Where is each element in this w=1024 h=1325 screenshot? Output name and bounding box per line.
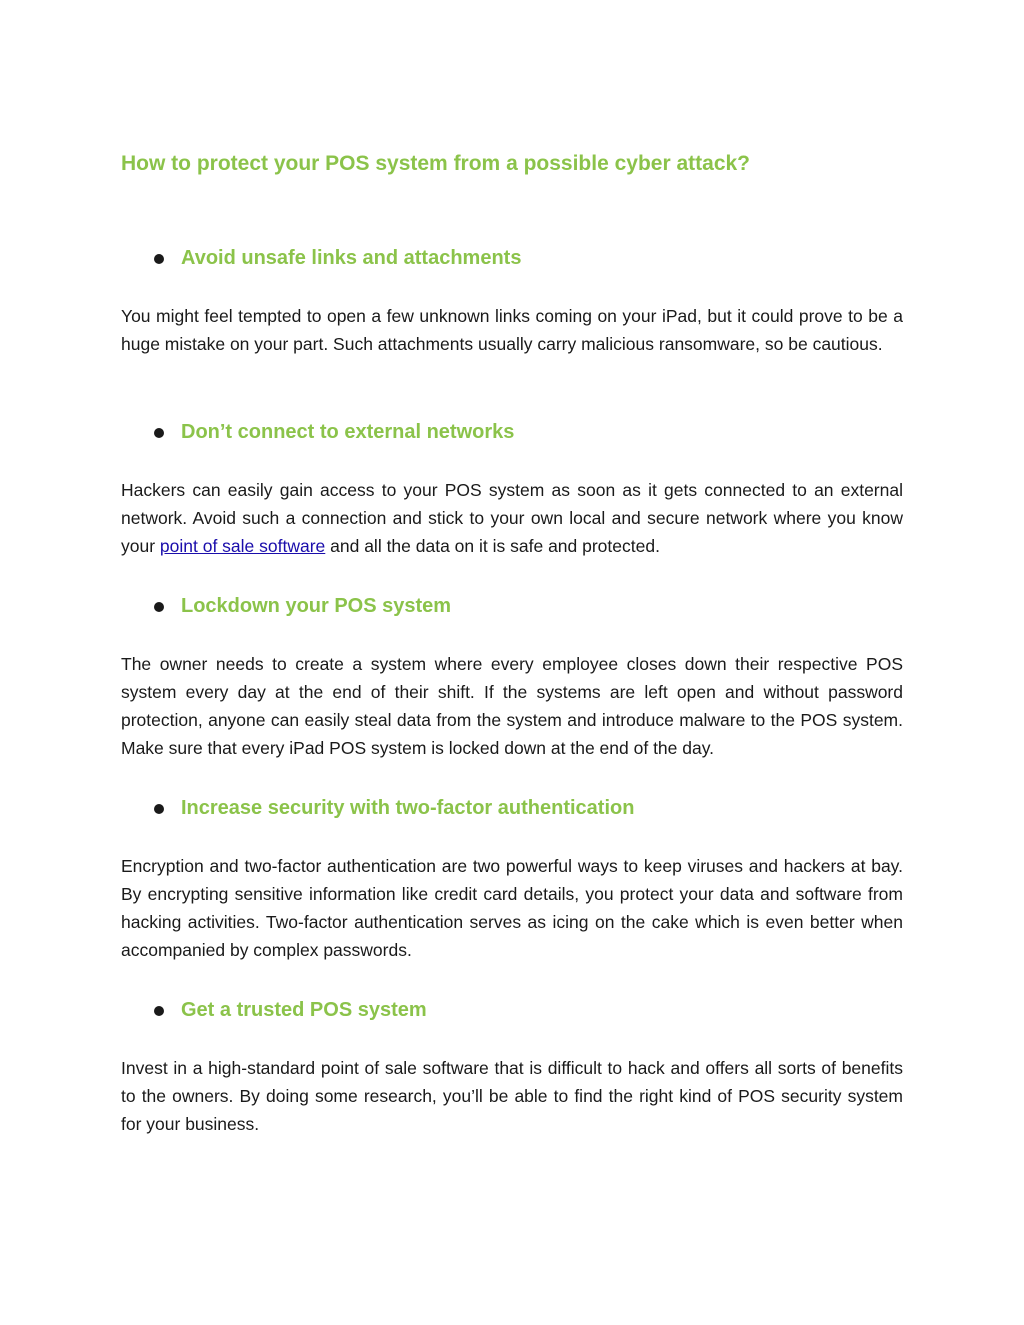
section-trusted-pos xyxy=(121,995,903,1138)
paragraph-text-before-link: Hackers can easily gain access to your POS system as soon as it gets connected to an external network. Avoid such a connection and stick to your own local and secure network where you know your xyxy=(121,480,903,556)
section-heading xyxy=(121,243,903,273)
section-heading xyxy=(121,591,903,621)
section-avoid-unsafe-links xyxy=(121,243,903,358)
section-heading-text: Increase security with two-factor authentication xyxy=(181,797,635,819)
section-heading-text: Avoid unsafe links and attachments xyxy=(181,247,522,269)
bullet-icon xyxy=(154,254,164,264)
page-title: How to protect your POS system from a possible cyber attack? xyxy=(121,152,751,175)
section-heading-text: Get a trusted POS system xyxy=(181,999,427,1021)
section-paragraph xyxy=(121,476,903,560)
section-heading xyxy=(121,417,903,447)
section-heading-text: Lockdown your POS system xyxy=(181,595,452,617)
bullet-icon xyxy=(154,804,164,814)
section-lockdown-pos xyxy=(121,591,903,762)
section-heading xyxy=(121,793,903,823)
section-paragraph: Encryption and two-factor authentication are two powerful ways to keep viruses and hackers at bay. By encrypting sensitive information like credit card details, you protect your data and software from hacking activities. Two-factor authentication serves as icing on the cake which is even better when accompanied by complex passwords. xyxy=(121,856,903,960)
section-heading-text: Don’t connect to external networks xyxy=(181,421,515,443)
section-paragraph: You might feel tempted to open a few unknown links coming on your iPad, but it could prove to be a huge mistake on your part. Such attachments usually carry malicious ransomware, so be cautious. xyxy=(121,306,903,354)
section-two-factor-auth xyxy=(121,793,903,964)
bullet-icon xyxy=(154,602,164,612)
section-paragraph: Invest in a high-standard point of sale software that is difficult to hack and offers all sorts of benefits to the owners. By doing some research, you’ll be able to find the right kind of POS security system for your business. xyxy=(121,1058,903,1134)
section-paragraph: The owner needs to create a system where every employee closes down their respective POS system every day at the end of their shift. If the systems are left open and without password protection, anyone can easily steal data from the system and introduce malware to the POS system. Make sure that every iPad POS system is locked down at the end of the day. xyxy=(121,654,903,758)
paragraph-text-after-link: and all the data on it is safe and protected. xyxy=(325,536,660,556)
section-heading xyxy=(121,995,903,1025)
bullet-icon xyxy=(154,1006,164,1016)
bullet-icon xyxy=(154,428,164,438)
section-external-networks xyxy=(121,417,903,560)
point-of-sale-software-link[interactable]: point of sale software xyxy=(159,536,326,556)
